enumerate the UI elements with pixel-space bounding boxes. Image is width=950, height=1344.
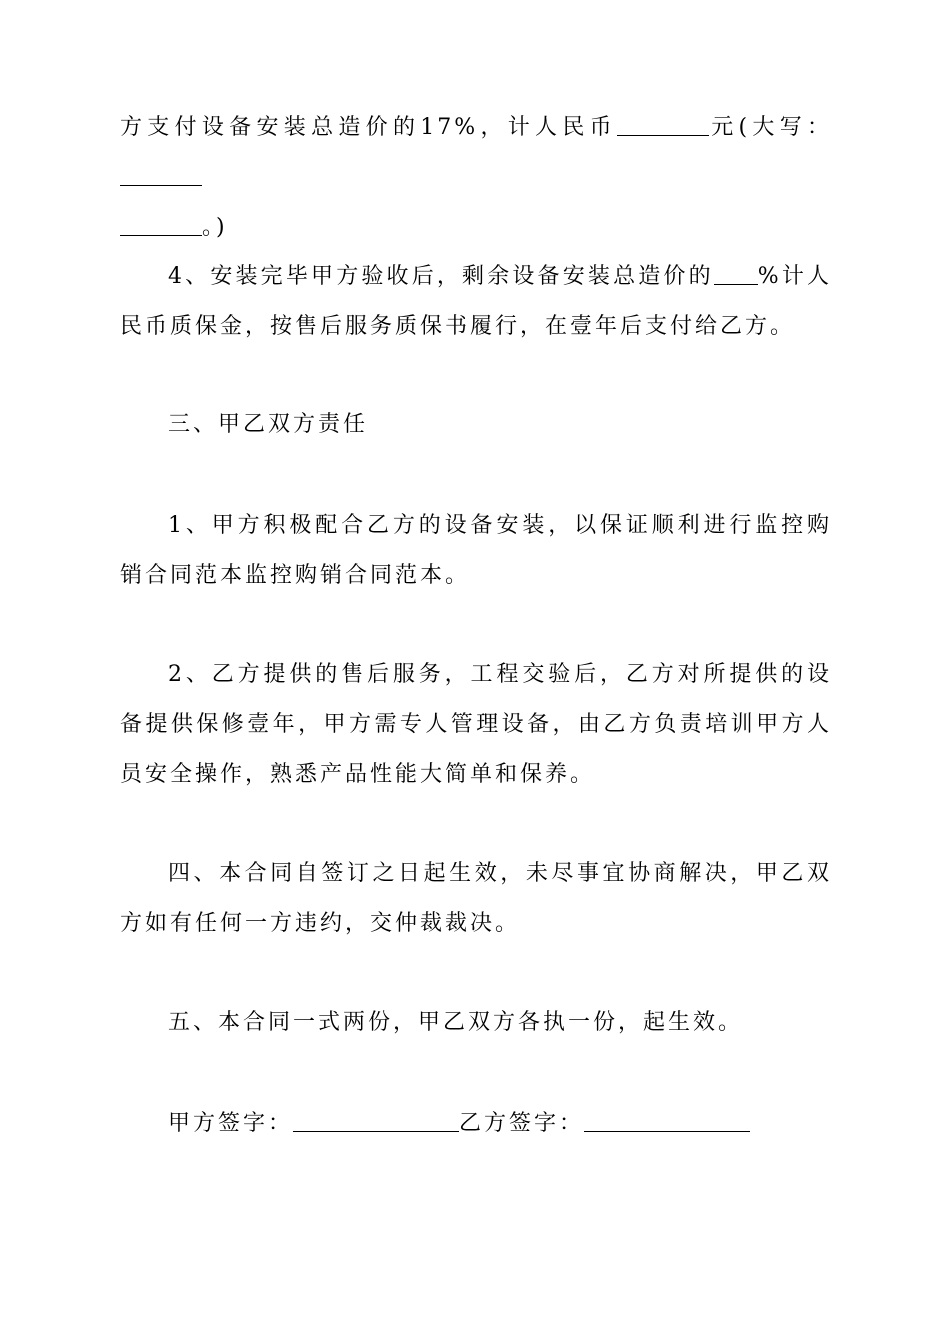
document-page	[120, 0, 832, 1344]
amount-blank[interactable]	[617, 115, 709, 136]
warranty-deposit-paragraph	[120, 252, 832, 352]
percent-blank[interactable]	[714, 264, 758, 285]
warranty-text-a: 4、安装完毕甲方验收后，剩余设备安装总造价的	[168, 264, 714, 289]
payment-text-c: 。)	[202, 215, 228, 240]
party-a-signature-field[interactable]	[293, 1111, 459, 1132]
responsibility-item-1: 1、甲方积极配合乙方的设备安装，以保证顺利进行监控购销合同范本监控购销合同范本。	[120, 513, 832, 588]
party-b-signature-field[interactable]	[584, 1111, 750, 1132]
section-effective-clause: 四、本合同自签订之日起生效，未尽事宜协商解决，甲乙双方如有任何一方违约，交仲裁裁决。	[120, 861, 832, 936]
warranty-text-b: %计人民币质保金，按售后服务质保书履行，在壹年后支付给乙方。	[120, 264, 833, 339]
section-copies-clause: 五、本合同一式两份，甲乙双方各执一份，起生效。	[168, 1010, 744, 1035]
party-b-signature-label: 乙方签字：	[459, 1111, 585, 1136]
payment-text-a: 方支付设备安装总造价的17%，计人民币	[120, 115, 617, 140]
section-heading-responsibilities: 三、甲乙双方责任	[168, 412, 369, 437]
party-a-signature-label: 甲方签字：	[168, 1111, 294, 1136]
responsibility-item-2: 2、乙方提供的售后服务，工程交验后，乙方对所提供的设备提供保修壹年，甲方需专人管理设备，由乙方负责培训甲方人员安全操作，熟悉产品性能大简单和保养。	[120, 662, 832, 787]
signature-row	[168, 1099, 750, 1149]
amount-uppercase-blank-cont[interactable]	[120, 215, 202, 236]
payment-paragraph	[120, 103, 832, 253]
amount-uppercase-blank[interactable]	[120, 165, 202, 186]
payment-text-b: 元(大写：	[708, 115, 832, 140]
